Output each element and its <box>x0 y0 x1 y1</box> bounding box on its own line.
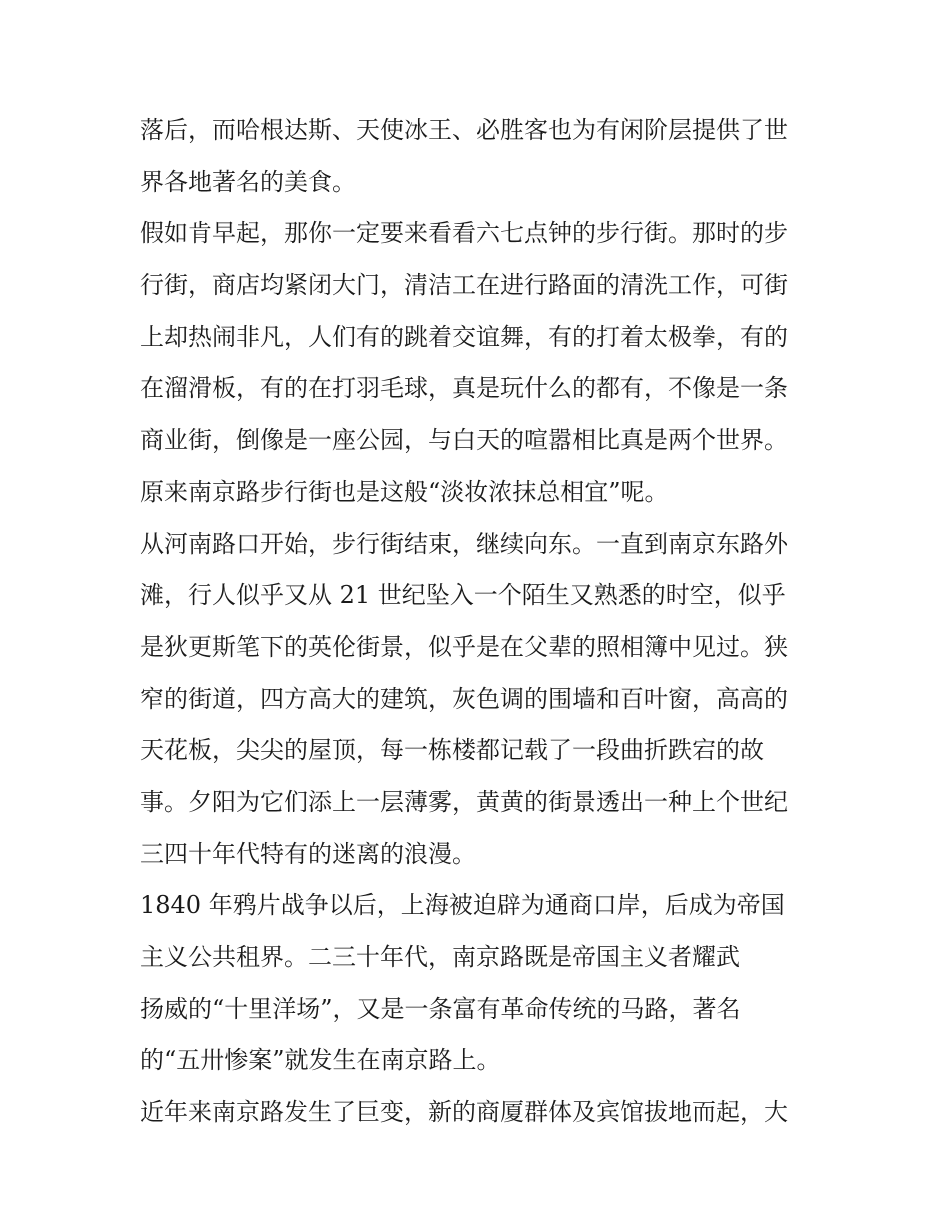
text-line: 行街，商店均紧闭大门，清洁工在进行路面的清洗工作，可街 <box>140 271 788 300</box>
text-line: 窄的街道，四方高大的建筑，灰色调的围墙和百叶窗，高高的 <box>140 684 788 713</box>
text-line: 原来南京路步行街也是这般“淡妆浓抹总相宜”呢。 <box>140 477 669 506</box>
text-line: 在溜滑板，有的在打羽毛球，真是玩什么的都有，不像是一条 <box>140 374 788 403</box>
text-line: 扬威的“十里洋场”，又是一条富有革命传统的马路，著名 <box>140 994 741 1023</box>
text-line: 三四十年代特有的迷离的浪漫。 <box>140 839 476 868</box>
text-line: 上却热闹非凡，人们有的跳着交谊舞，有的打着太极拳，有的 <box>140 322 788 351</box>
text-line: 界各地著名的美食。 <box>140 167 356 196</box>
text-line: 商业街，倒像是一座公园，与白天的喧嚣相比真是两个世界。 <box>140 426 788 455</box>
document-body <box>140 105 820 1139</box>
text-line: 滩，行人似乎又从 21 世纪坠入一个陌生又熟悉的时空，似乎 <box>140 581 786 610</box>
text-line: 事。夕阳为它们添上一层薄雾，黄黄的街景透出一种上个世纪 <box>140 787 788 816</box>
text-line: 落后，而哈根达斯、天使冰王、必胜客也为有闲阶层提供了世 <box>140 116 788 144</box>
text-line: 1840 年鸦片战争以后，上海被迫辟为通商口岸，后成为帝国 <box>140 891 785 920</box>
text-line: 假如肯早起，那你一定要来看看六七点钟的步行街。那时的步 <box>140 219 788 248</box>
text-line: 的“五卅惨案”就发生在南京路上。 <box>140 1046 501 1075</box>
text-line: 近年来南京路发生了巨变，新的商厦群体及宾馆拔地而起，大 <box>140 1098 788 1127</box>
text-line: 主义公共租界。二三十年代，南京路既是帝国主义者耀武 <box>140 943 740 971</box>
text-line: 从河南路口开始，步行街结束，继续向东。一直到南京东路外 <box>140 529 788 558</box>
text-line: 天花板，尖尖的屋顶，每一栋楼都记载了一段曲折跌宕的故 <box>140 736 764 765</box>
text-line: 是狄更斯笔下的英伦街景，似乎是在父辈的照相簿中见过。狭 <box>140 632 788 661</box>
